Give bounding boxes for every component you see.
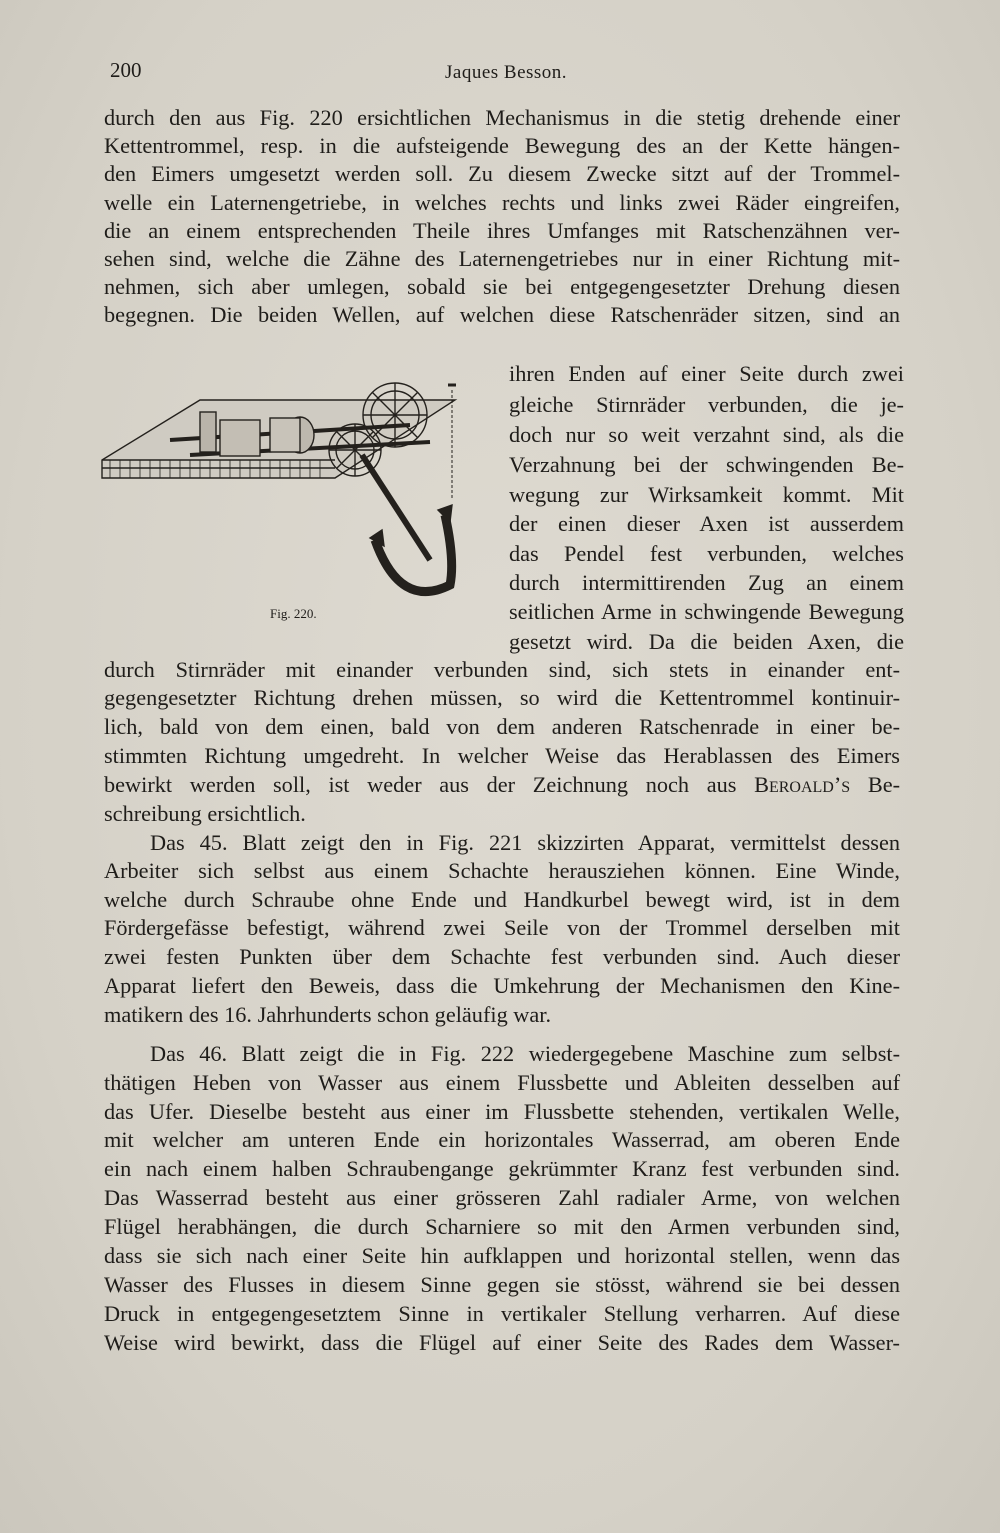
text-line: Flügel herabhängen, die durch Scharniere so mit den Armen verbunden sind, bbox=[104, 1214, 900, 1239]
text-line: ihren Enden auf einer Seite durch zwei bbox=[509, 361, 904, 386]
text-line: Das 45. Blatt zeigt den in Fig. 221 skizzirten Apparat, vermittelst dessen bbox=[150, 830, 900, 855]
text-line: nehmen, sich aber umlegen, sobald sie bei entgegengesetzter Drehung diesen bbox=[104, 274, 900, 299]
text-line: durch den aus Fig. 220 ersichtlichen Mechanismus in die stetig drehende einer bbox=[104, 105, 900, 130]
author-name: Beroald’s bbox=[754, 772, 851, 797]
page-number: 200 bbox=[110, 58, 142, 82]
text-line: Wasser des Flusses in diesem Sinne gegen sie stösst, während sie bei dessen bbox=[104, 1272, 900, 1297]
text-line: sehen sind, welche die Zähne des Laternengetriebes nur in einer Richtung mit- bbox=[104, 246, 900, 271]
running-title: Jaques Besson. bbox=[445, 62, 568, 83]
text-line: durch Stirnräder mit einander verbunden sind, sich stets in einander ent- bbox=[104, 657, 900, 682]
text-line: Das 46. Blatt zeigt die in Fig. 222 wiedergegebene Maschine zum selbst- bbox=[150, 1041, 900, 1066]
text-line: lich, bald von dem einen, bald von dem anderen Ratschenrade in einer be- bbox=[104, 714, 900, 739]
text-fragment: bewirkt werden soll, ist weder aus der Zeichnung noch aus bbox=[104, 772, 737, 797]
text-fragment: Be- bbox=[867, 772, 901, 797]
text-line: gesetzt wird. Da die beiden Axen, die bbox=[509, 629, 904, 654]
text-line: Fördergefässe befestigt, während zwei Seile von der Trommel derselben mit bbox=[104, 915, 900, 940]
text-line: seitlichen Arme in schwingende Bewegung bbox=[509, 599, 904, 624]
text-line: schreibung ersichtlich. bbox=[104, 801, 306, 826]
text-line: begegnen. Die beiden Wellen, auf welchen diese Ratschenräder sitzen, sind an bbox=[104, 302, 900, 327]
text-line: das Ufer. Dieselbe besteht aus einer im Flussbette stehenden, vertikalen Welle, bbox=[104, 1099, 900, 1124]
figure-220-illustration bbox=[100, 360, 490, 620]
text-line: stimmten Richtung umgedreht. In welcher Weise das Herablassen des Eimers bbox=[104, 743, 900, 768]
text-line: zwei festen Punkten über dem Schachte fest verbunden sind. Auch dieser bbox=[104, 944, 900, 969]
text-line: ein nach einem halben Schraubengange gekrümmter Kranz fest verbunden sind. bbox=[104, 1156, 900, 1181]
text-line: welle ein Laternengetriebe, in welches rechts und links zwei Räder eingreifen, bbox=[104, 190, 900, 215]
text-line: welche durch Schraube ohne Ende und Handkurbel bewegt wird, ist in dem bbox=[104, 887, 900, 912]
text-line: Weise wird bewirkt, dass die Flügel auf einer Seite des Rades dem Wasser- bbox=[104, 1330, 900, 1355]
text-line: wegung zur Wirksamkeit kommt. Mit bbox=[509, 482, 904, 507]
text-line bbox=[104, 771, 900, 801]
text-line: Das Wasserrad besteht aus einer grösseren Zahl radialer Arme, von welchen bbox=[104, 1185, 900, 1210]
text-line: Apparat liefert den Beweis, dass die Umkehrung der Mechanismen den Kine- bbox=[104, 973, 900, 998]
text-line: durch intermittirenden Zug an einem bbox=[509, 570, 904, 595]
text-line: das Pendel fest verbunden, welches bbox=[509, 541, 904, 566]
figure-caption: Fig. 220. bbox=[270, 606, 317, 621]
text-line: matikern des 16. Jahrhunderts schon geläufig war. bbox=[104, 1002, 552, 1027]
text-line: thätigen Heben von Wasser aus einem Flussbette und Ableiten desselben auf bbox=[104, 1070, 900, 1095]
text-line: gegengesetzter Richtung drehen müssen, so wird die Kettentrommel kontinuir- bbox=[104, 685, 900, 710]
text-line: doch nur so weit verzahnt sind, als die bbox=[509, 422, 904, 447]
text-line: Arbeiter sich selbst aus einem Schachte herausziehen können. Eine Winde, bbox=[104, 858, 900, 883]
text-line: Druck in entgegengesetztem Sinne in vertikaler Stellung verharren. Auf diese bbox=[104, 1301, 900, 1326]
text-line: Verzahnung bei der schwingenden Be- bbox=[509, 452, 904, 477]
text-line: Kettentrommel, resp. in die aufsteigende Bewegung des an der Kette hängen- bbox=[104, 133, 900, 158]
text-line: die an einem entsprechenden Theile ihres Umfanges mit Ratschenzähnen ver- bbox=[104, 218, 900, 243]
text-line: dass sie sich nach einer Seite hin aufklappen und horizontal stellen, wenn das bbox=[104, 1243, 900, 1268]
text-line: den Eimers umgesetzt werden soll. Zu diesem Zwecke sitzt auf der Trommel- bbox=[104, 161, 900, 186]
text-line: der einen dieser Axen ist ausserdem bbox=[509, 511, 904, 536]
text-line: gleiche Stirnräder verbunden, die je- bbox=[509, 392, 904, 417]
text-line: mit welcher am unteren Ende ein horizontales Wasserrad, am oberen Ende bbox=[104, 1127, 900, 1152]
